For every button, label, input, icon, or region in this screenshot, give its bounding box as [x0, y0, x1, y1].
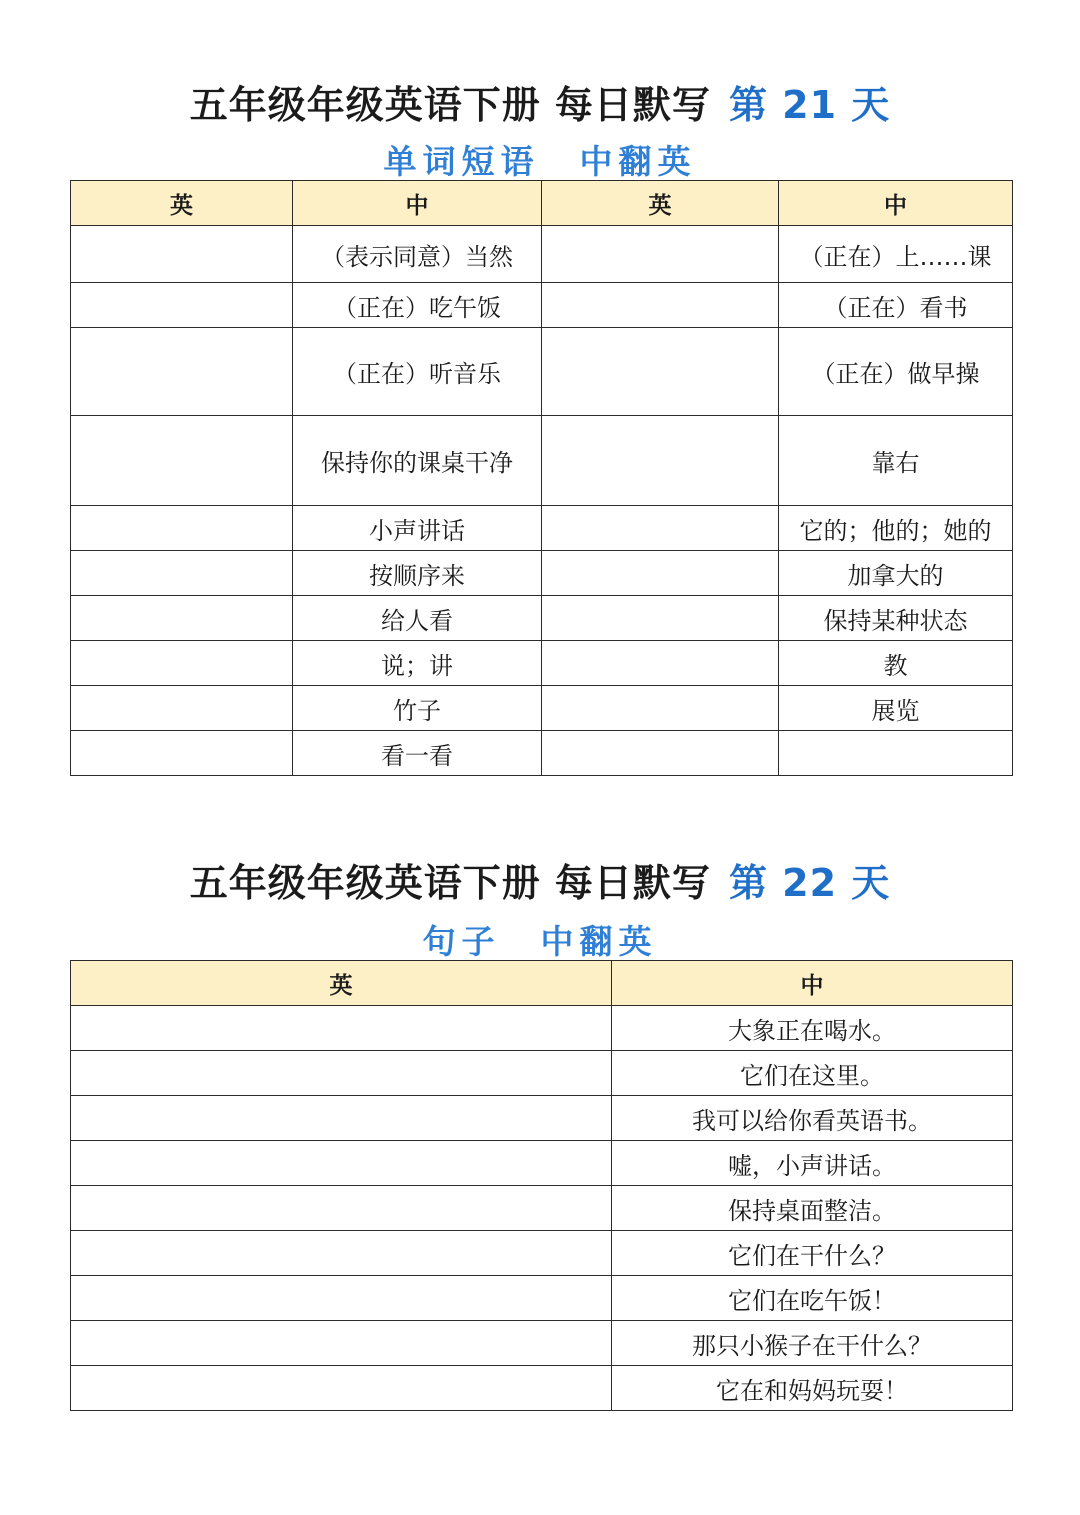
prompt-cell: 它在和妈妈玩耍！ [612, 1366, 1013, 1411]
prompt-cell: 它们在吃午饭！ [612, 1276, 1013, 1321]
section1-subtitle [0, 136, 1080, 183]
prompt-cell: 大象正在喝水。 [612, 1006, 1013, 1051]
answer-cell[interactable] [71, 641, 293, 686]
section2-subtitle-b: 中翻英 [540, 922, 658, 961]
table-row [71, 506, 1013, 551]
table-row [71, 1141, 1013, 1186]
answer-cell[interactable] [71, 283, 293, 328]
table-row [71, 226, 1013, 283]
header-zh-2: 中 [779, 181, 1013, 226]
prompt-cell: 竹子 [293, 686, 542, 731]
section1-day: 第 21 天 [728, 83, 891, 127]
header-en: 英 [71, 961, 612, 1006]
prompt-cell: 嘘，小声讲话。 [612, 1141, 1013, 1186]
prompt-cell: 它的；他的；她的 [779, 506, 1013, 551]
prompt-cell: 展览 [779, 686, 1013, 731]
answer-cell[interactable] [71, 328, 293, 416]
table-row [71, 1096, 1013, 1141]
prompt-cell: 保持桌面整洁。 [612, 1186, 1013, 1231]
answer-cell[interactable] [542, 328, 779, 416]
prompt-cell: 按顺序来 [293, 551, 542, 596]
answer-cell[interactable] [542, 551, 779, 596]
prompt-cell: 它们在干什么？ [612, 1231, 1013, 1276]
table-row [71, 416, 1013, 506]
answer-cell[interactable] [542, 416, 779, 506]
answer-cell[interactable] [71, 1186, 612, 1231]
answer-cell[interactable] [71, 1366, 612, 1411]
section1-subtitle-a: 单词短语 [383, 142, 540, 181]
section2-day: 第 22 天 [728, 861, 891, 905]
table-row [71, 1231, 1013, 1276]
table-row [71, 283, 1013, 328]
prompt-cell: 说；讲 [293, 641, 542, 686]
answer-cell[interactable] [542, 731, 779, 776]
table-row [71, 1006, 1013, 1051]
answer-cell[interactable] [71, 1096, 612, 1141]
answer-cell[interactable] [542, 686, 779, 731]
prompt-cell: 我可以给你看英语书。 [612, 1096, 1013, 1141]
sentence-header-row [71, 961, 1013, 1006]
prompt-cell: 看一看 [293, 731, 542, 776]
header-en-2: 英 [542, 181, 779, 226]
section1-title-text: 五年级年级英语下册 每日默写 [189, 83, 711, 127]
table-row [71, 1321, 1013, 1366]
vocab-table [70, 180, 1013, 776]
vocab-header-row [71, 181, 1013, 226]
table-row [71, 328, 1013, 416]
answer-cell[interactable] [542, 641, 779, 686]
answer-cell[interactable] [71, 1321, 612, 1366]
table-row [71, 1186, 1013, 1231]
answer-cell[interactable] [542, 226, 779, 283]
section2-title [0, 852, 1080, 907]
answer-cell[interactable] [71, 226, 293, 283]
prompt-cell: 加拿大的 [779, 551, 1013, 596]
section2-subtitle-a: 句子 [422, 922, 501, 961]
section1-subtitle-b: 中翻英 [579, 142, 697, 181]
answer-cell[interactable] [71, 506, 293, 551]
table-row [71, 731, 1013, 776]
header-zh-1: 中 [293, 181, 542, 226]
prompt-cell: （正在）看书 [779, 283, 1013, 328]
table-row [71, 1051, 1013, 1096]
prompt-cell: （正在）上……课 [779, 226, 1013, 283]
answer-cell[interactable] [71, 1276, 612, 1321]
answer-cell[interactable] [71, 416, 293, 506]
table-row [71, 551, 1013, 596]
answer-cell[interactable] [542, 596, 779, 641]
table-row [71, 596, 1013, 641]
answer-cell[interactable] [71, 731, 293, 776]
prompt-cell: （正在）做早操 [779, 328, 1013, 416]
answer-cell[interactable] [71, 686, 293, 731]
answer-cell[interactable] [71, 551, 293, 596]
section2-subtitle [0, 916, 1080, 963]
prompt-cell: 那只小猴子在干什么？ [612, 1321, 1013, 1366]
prompt-cell: 保持你的课桌干净 [293, 416, 542, 506]
section1-title [0, 74, 1080, 129]
prompt-cell: 它们在这里。 [612, 1051, 1013, 1096]
prompt-cell: 给人看 [293, 596, 542, 641]
answer-cell[interactable] [542, 506, 779, 551]
table-row [71, 1276, 1013, 1321]
header-zh: 中 [612, 961, 1013, 1006]
answer-cell[interactable] [542, 283, 779, 328]
prompt-cell: 小声讲话 [293, 506, 542, 551]
header-en-1: 英 [71, 181, 293, 226]
prompt-cell: （表示同意）当然 [293, 226, 542, 283]
answer-cell[interactable] [71, 1141, 612, 1186]
prompt-cell: （正在）吃午饭 [293, 283, 542, 328]
section2-title-text: 五年级年级英语下册 每日默写 [189, 861, 711, 905]
prompt-cell: 靠右 [779, 416, 1013, 506]
answer-cell[interactable] [71, 596, 293, 641]
prompt-cell: （正在）听音乐 [293, 328, 542, 416]
answer-cell[interactable] [71, 1051, 612, 1096]
table-row [71, 1366, 1013, 1411]
answer-cell[interactable] [71, 1006, 612, 1051]
prompt-cell: 保持某种状态 [779, 596, 1013, 641]
table-row [71, 641, 1013, 686]
answer-cell[interactable] [71, 1231, 612, 1276]
prompt-cell [779, 731, 1013, 776]
prompt-cell: 教 [779, 641, 1013, 686]
table-row [71, 686, 1013, 731]
sentence-table [70, 960, 1013, 1411]
